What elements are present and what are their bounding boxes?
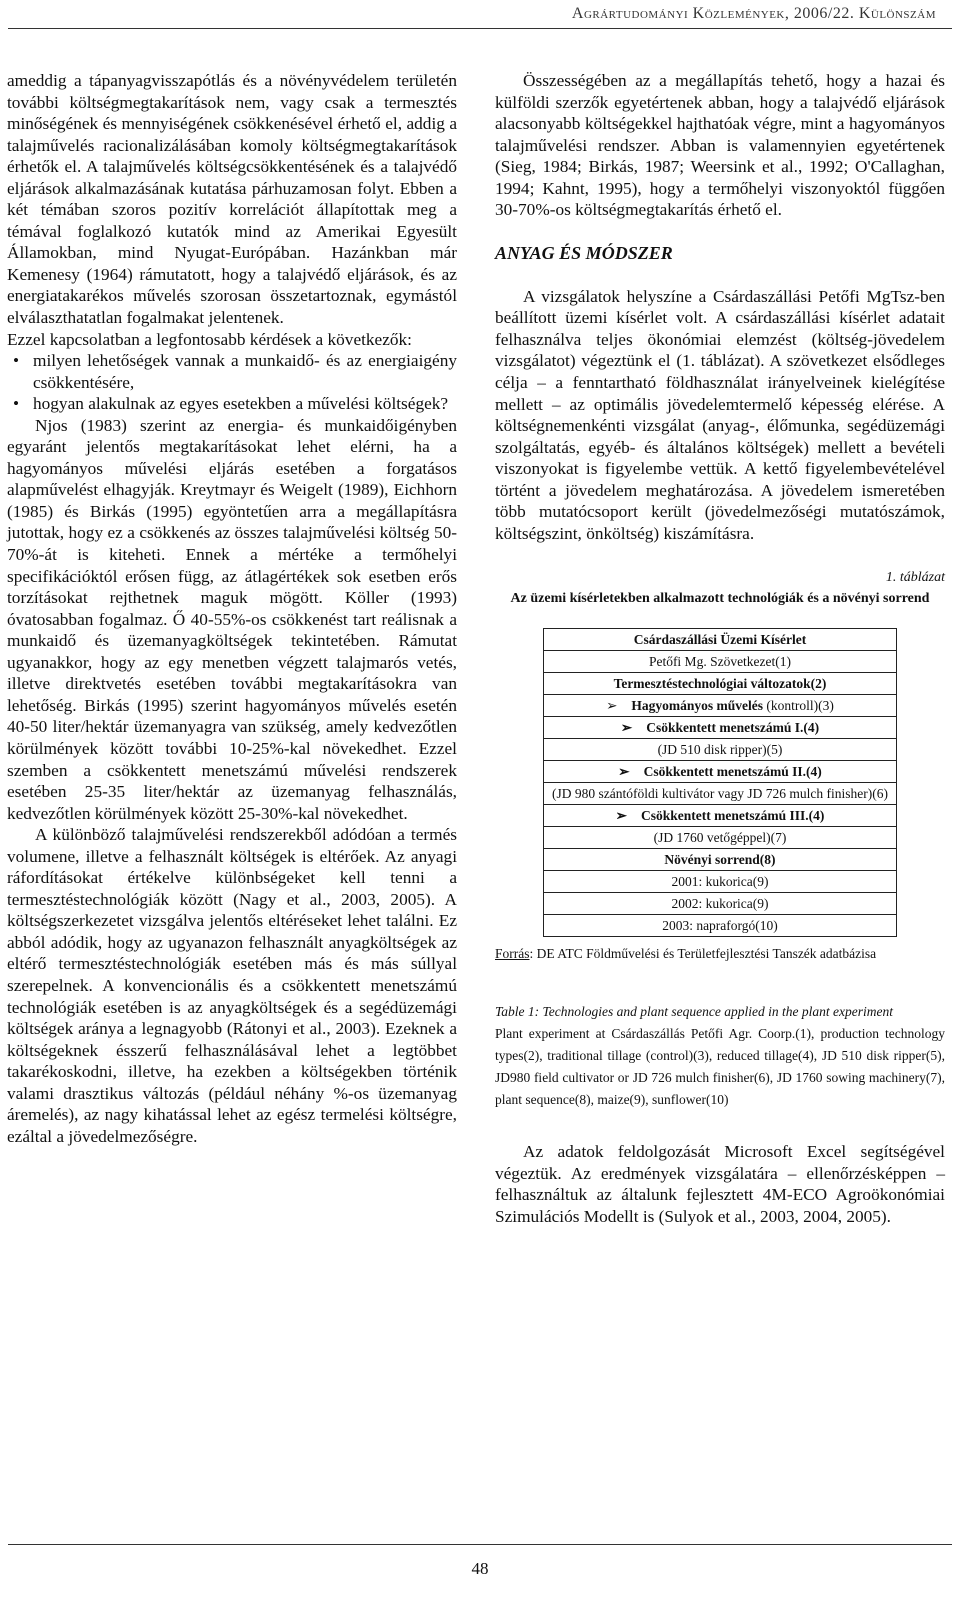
table-row <box>544 717 897 739</box>
table-row <box>544 849 897 871</box>
bullet-icon: • <box>12 394 20 414</box>
list-item-text: hogyan alakulnak az egyes esetekben a művelési költségek? <box>33 394 449 414</box>
right-paragraph-3: Az adatok feldolgozását Microsoft Excel segítségével végeztük. Az eredmények vizsgálatára – ellenőrzésképpen – felhasználtuk az általunk fejlesztett 4M-ECO Agroökonómiai Szimulációs Modellt is (Sulyok et al., 2003, 2004, 2005). <box>495 1142 945 1227</box>
left-paragraph-2: Ezzel kapcsolatban a legfontosabb kérdések a következők: <box>7 329 412 349</box>
table-row <box>544 673 897 695</box>
footer-rule <box>8 1544 952 1545</box>
table-cell: Termesztéstechnológiai változatok(2) <box>544 673 897 695</box>
table-cell: Csárdaszállási Üzemi Kísérlet <box>544 629 897 651</box>
table-label: 1. táblázat <box>885 570 945 586</box>
table-row <box>544 761 897 783</box>
english-table-legend: Plant experiment at Csárdaszállás Petőfi Agr. Coorp.(1), production technology types(2), traditional tillage (control)(3), reduced tillage(4), JD 510 disk ripper(5), JD980 field cultivator or JD 726 mulch finisher(6), JD 1760 sowing machinery(7), plant sequence(8), maize(9), sunflower(10) <box>495 1026 945 1108</box>
left-column <box>7 70 457 1147</box>
table-cell-text: Csökkentett menetszámú II.(4) <box>643 764 822 780</box>
table-title: Az üzemi kísérletekben alkalmazott technológiák és a növényi sorrend <box>510 591 930 607</box>
table-cell <box>544 717 897 739</box>
list-item <box>7 350 457 393</box>
table-row <box>544 871 897 893</box>
table-row <box>544 651 897 673</box>
table-cell: Növényi sorrend(8) <box>544 849 897 871</box>
arrow-icon: ➢ <box>620 720 633 736</box>
header-rule <box>8 28 952 29</box>
table-cell-rest: (kontroll)(3) <box>763 698 834 714</box>
left-paragraph-4: A különböző talajművelési rendszerekből adódóan a termés volumene, illetve a felhasznált költségek is eltérőek. Az anyagi ráfordításokat értékelve különbségeket kell tenni a termesztéstechnológiák között (Nagy et al., 2003, 2005). A költségszerkezetet vizsgálva jelentős eltéréseket lehet találni. Ez abból adódik, hogy az ugyanazon felhasznált anyagköltségek az eltérő termesztéstechnológiák esetében más és más súllyal szerepelnek. A konvencionális és a csökkentett menetszámú technológiák esetében is az anyagköltségek és a segédüzemági költségek aránya a legnagyobb (Rátonyi et al., 2003). Ezeknek a költségeknek ésszerű felhasználásával lehet a legtöbbet takarékoskodni, illetve, ha ezekben a költségekben történik valami drasztikus változás (például néhány %-os üzemanyag áremelés), az nagy kihatással lehet az egész termelési költségre, ezáltal a jövedelmezőségre. <box>7 825 457 1146</box>
arrow-icon: ➢ <box>618 764 630 780</box>
table-row <box>544 827 897 849</box>
right-paragraph-1: Összességében az a megállapítás tehető, hogy a hazai és külföldi szerzők egyetértenek abban, hogy a talajvédő eljárások alacsonyabb költségekkel hajthatóak végre, mint a hagyományos talajművelési rendszer. Abban is valamennyien egyetértenek (Sieg, 1984; Birkás, 1987; Weersink et al., 1992; O'Callaghan, 1994; Kahnt, 1995), hogy a termőhelyi viszonyoktól függően 30-70%-os költségmegtakarítás érhető el. <box>495 71 945 220</box>
table-cell: 2003: napraforgó(10) <box>544 915 897 937</box>
source-label: Forrás <box>495 946 530 962</box>
table-row <box>544 629 897 651</box>
arrow-icon: ➢ <box>606 698 618 714</box>
table-source <box>495 943 945 965</box>
table-cell-bold: Hagyományos művelés <box>631 698 764 714</box>
left-paragraph-3: Njos (1983) szerint az energia- és munkaidőigényben egyaránt jelentős megtakarításokat lehet elérni, ha a hagyományos művelési eljárás esetében a forgatásos alapművelést elhagyják. Kreytmayr és Weigelt (1989), Eichhorn (1985) és Birkás (1995) egyöntetűen arra a megállapításra jutottak, hogy ez a csökkenés az összes talajművelési költség 50-70%-át is kiteheti. Ennek a mértéke a termőhelyi specifikációktól erősen függ, az átlagértékek sok esetben erős torzításokat rejthetnek maguk mögött. Köller (1993) óvatosabban fogalmaz. Ő 40-55%-os csökkenést tart reálisnak a munkaidő és üzemanyagköltségek tekintetében. Rámutat ugyanakkor, hogy az egy menetben végzett talajmarós vetés, illetve direktvetés esetében további megtakarításokra van lehetőség. Birkás (1995) szerint hagyományos művelés esetén 40-50 liter/hektár üzemanyagra van szükség, amely kedvezőtlen körülmények között további 10-25%-kal növekedhet. Ezzel szemben a csökkentett menetszámú művelési rendszerek esetében 25-35 liter/hektár az üzemanyag felhasználás, kedvezőtlen körülmények között 25-30%-kal növekedhet. <box>7 415 457 823</box>
table-cell: (JD 1760 vetőgéppel)(7) <box>544 827 897 849</box>
table-cell: (JD 980 szántóföldi kultivátor vagy JD 726 mulch finisher)(6) <box>544 783 897 805</box>
table-row <box>544 805 897 827</box>
table-row <box>544 783 897 805</box>
table-cell-text: Csökkentett menetszámú I.(4) <box>646 720 820 736</box>
table-cell <box>544 761 897 783</box>
question-list <box>7 350 457 415</box>
journal-header: Agrártudományi Közlemények, 2006/22. Különszám <box>571 5 936 22</box>
table-row <box>544 915 897 937</box>
list-item <box>7 393 457 415</box>
right-paragraph-2: A vizsgálatok helyszíne a Csárdaszállási Petőfi MgTsz-ben beállított üzemi kísérlet volt. A csárdaszállási kísérlet adatait felhasználva teljes ökonómiai elemzést (költség-jövedelem vizsgálatot) végeztünk el (1. táblázat). A szövetkezet elsődleges célja – a fenntartható földhasználat irányelveinek kielégítése mellett – az optimális jövedelemtermelő képesség elérése. A költségnemenkénti vizsgálat (anyag-, élőmunka, segédüzemági szolgáltatás, egyéb- és általános költségek) mellett a bevételi viszonyokat is figyelembe vettük. A kettő figyelembevételével történt a jövedelem meghatározása. A jövedelem ismeretében több mutatócsoport került (jövedelmezőségi mutatószámok, költségszint, önköltség) kiszámításra. <box>495 286 945 543</box>
table-cell <box>544 805 897 827</box>
source-text: : DE ATC Földművelési és Területfejlesztési Tanszék adatbázisa <box>529 946 877 962</box>
table-cell-text: Csökkentett menetszámú III.(4) <box>640 808 825 824</box>
english-table-caption: Table 1: Technologies and plant sequence applied in the plant experiment <box>495 1004 893 1020</box>
table-row <box>544 893 897 915</box>
table-cell <box>544 695 897 717</box>
table-cell: 2001: kukorica(9) <box>544 871 897 893</box>
list-item-text: milyen lehetőségek vannak a munkaidő- és az energiaigény csökkentésére, <box>33 351 457 392</box>
page-number: 48 <box>471 1559 489 1578</box>
table-row <box>544 739 897 761</box>
right-column <box>495 70 945 1228</box>
bullet-icon: • <box>12 351 20 371</box>
left-paragraph-1: ameddig a tápanyagvisszapótlás és a növényvédelem területén további költségmegtakarítások nem, vagy csak a termesztés minőségének és mennyiségének csökkenésével érhető el, addig a talajművelés racionalizálásában komoly költségmegtakarítások érhetők el. A talajművelés költségcsökkentésének és a talajvédő eljárások alkalmazásának kutatása párhuzamosan folyt. Ebben a két témában szoros pozitív korrelációt állapítottak meg a témával foglalkozó kutatók mind az Amerikai Egyesült Államokban, mind Nyugat-Európában. Hazánkban már Kemenesy (1964) rámutatott, hogy a talajvédő eljárások, és az energiatakarékos művelés szorosan összetartoznak, egymástól elválaszthatatlan fogalmakat jelentenek. <box>7 71 457 328</box>
technology-table <box>543 628 897 937</box>
arrow-icon: ➢ <box>615 808 627 824</box>
table-cell: 2002: kukorica(9) <box>544 893 897 915</box>
table-row <box>544 695 897 717</box>
table-cell: (JD 510 disk ripper)(5) <box>544 739 897 761</box>
section-title: ANYAG ÉS MÓDSZER <box>495 242 673 263</box>
table-cell: Petőfi Mg. Szövetkezet(1) <box>544 651 897 673</box>
